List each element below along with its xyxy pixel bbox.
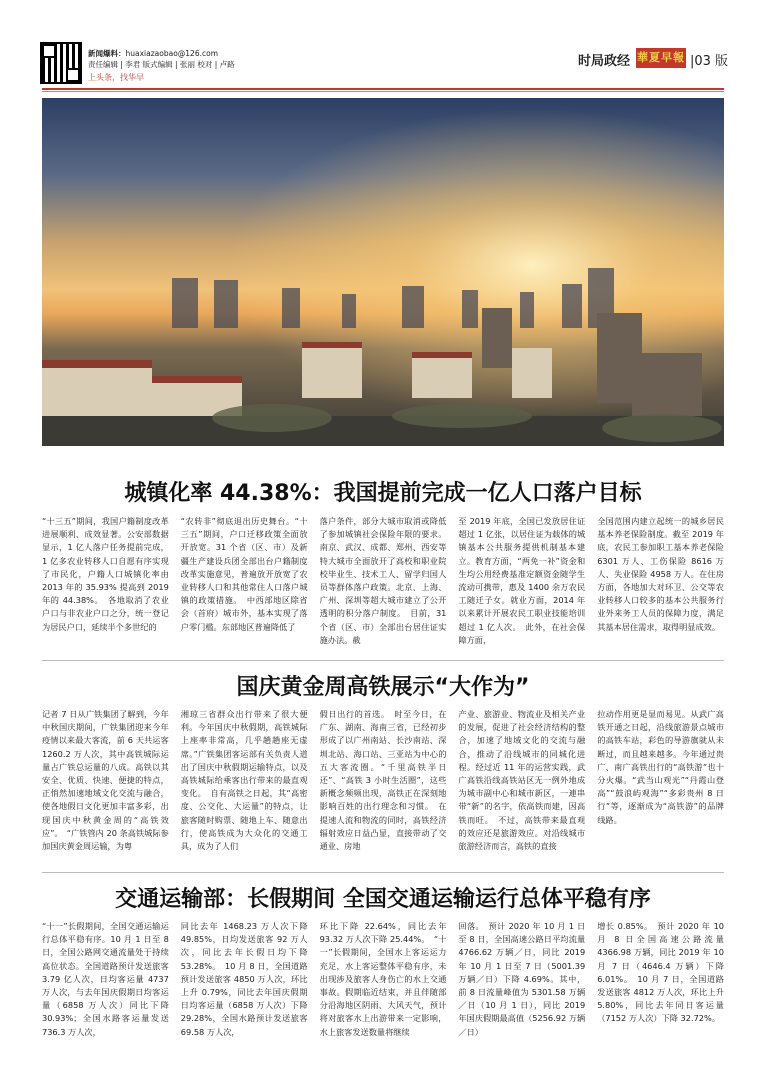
city-skyline-photo — [42, 98, 724, 446]
article-column: 环比下降 22.64%，同比去年 93.32 万人次下降 25.44%。 “十一”长假期间，全国水上客运运力充足，水上客运整体平稳有序，未出现涉及旅客人身伤亡的水上交通事故。假期临近结束，并且伴随部分沿海地区阴雨、大风天气，预计将对旅客水上出游带来一定影响，水上旅客发送数量将继续 — [319, 921, 447, 1037]
page-header — [0, 0, 766, 96]
masthead-logo: 華夏早報 — [636, 48, 686, 68]
section-divider — [42, 660, 724, 661]
article-column: 同比去年 1468.23 万人次下降 49.85%，日均发送旅客 92 万人次，同比去年长假日均下降 53.28%。 10 月 8 日，全国道路预计发送旅客 4850 万人次，环比上升 0.79%，同比去年国庆假期日均客运量（6858 万人次）下降 29.28%，全国水路预计发送旅客 69.58 万人次， — [180, 921, 308, 1037]
article-column: 拉动作用更是显而易见。从武广高铁开通之日起，沿线旅游景点城市的高铁车站，彩色的导游旗就从未断过，而且越来越多。今年通过贵广、南广高铁出行的“高铁游”也十分火爆。“武当山观光”“丹霞山登高”“鼓浪屿观海”“多彩贵州 8 日行”等，逐渐成为“高铁游”的品牌线路。 — [597, 709, 724, 825]
headline-urbanization: 城镇化率 44.38%：我国提前完成一亿人口落户目标 — [124, 481, 642, 506]
article-column: 全国范围内建立起统一的城乡居民基本养老保险制度。截至 2019 年底，农民工参加职工基本养老保险 6301 万人、工伤保险 8616 万人、失业保险 4958 万人。在住房方面，各地加大对环卫、公交等农业转移人口较多的基本公共服务行业外来务工人员的保障力度，满足其基本居住需求，取得明显成效。 — [597, 516, 724, 632]
page-number: |03 版 — [690, 54, 729, 69]
article-column: “农转非”彻底退出历史舞台。“十三五”期间，户口迁移政策全面放开放宽。31 个省（区、市）及新疆生产建设兵团全部出台户籍制度改革实施意见，普遍放开放宽了农业转移人口和其他常住人口落户城镇的政策措施。 中西部地区除省会（首府）城市外，基本实现了落户零门槛。东部地区普遍降低了 — [180, 516, 308, 632]
article-column: 假日出行的首选。 时至今日，在广东、湖南、海南三省，已经初步形成了以广州南站、长沙南站、深圳北站、海口站、三亚站为中心的五大客流圈。“千里高铁半日还”、“高铁 3 小时生活圈”，这些新概念频频出现，高铁正在深刻地影响百姓的出行理念和习惯。 在提速人流和物流的同时，高铁经济辐射效应日益凸显，直接带动了交通业、房地 — [319, 709, 447, 852]
headline-transport: 交通运输部：长假期间 全国交通运输运行总体平稳有序 — [115, 887, 651, 912]
slogan: 上头条，找华早 — [88, 73, 144, 82]
article-column: “十一”长假期间，全国交通运输运行总体平稳有序。10 月 1 日至 8 日，全国公路网交通流量处于持续高位状态。全国道路预计发送旅客 3.79 亿人次，日均客运量 4737 万人次，与去年国庆假期日均客运量（6858 万人次）同比下降 30.93%；全国水路客运量发送 736.3 万人次， — [42, 921, 169, 1037]
hotline-label: 新闻爆料： — [88, 49, 126, 58]
article-column: 回落。 预计 2020 年 10 月 1 日至 8 日，全国高速公路日平均流量 4766.62 万辆／日，同比 2019 年 10 月 1 日至 7 日（5001.39 万辆／日）下降 4.69%。其中，前 8 日流量峰值为 5301.58 万辆／日（10 月 1 日），同比 2019 年国庆假期最高值（5256.92 万辆／日） — [458, 921, 586, 1037]
hotline-info — [88, 48, 235, 70]
article-column: 湘琼三省群众出行带来了很大便利。今年国庆中秋假期，高铁城际上座率非常高，几乎趟趟座无虚席。”广铁集团客运部有关负责人道出了国庆中秋假期运输特点，以及高铁城际给乘客出行带来的最直观变化。 自有高铁之日起，其“高密度、公交化、大运量”的特点，让旅客随时购票、随地上车、随意出行，使高铁成为大众化的交通工具，成为了人们 — [180, 709, 308, 852]
article-column: 增长 0.85%。 预计 2020 年 10 月 8 日全国高速公路流量 4366.98 万辆，同比 2019 年 10 月 7 日（4646.4 万辆）下降 6.01%。 10 月 7 日，全国道路发送旅客 4812 万人次，环比上升 5.80%，同比去年同日客运量（7152 万人次）下降 32.72%。 — [597, 921, 724, 1024]
article-column: 至 2019 年底，全国已发放居住证超过 1 亿张，以居住证为载体的城镇基本公共服务提供机制基本建立。教育方面，“两免一补”资金和生均公用经费基准定额资金随学生流动可携带，惠及 1400 余万农民工随迁子女。就业方面，2014 年以来累计开展农民工职业技能培训超过 1 亿人次。 此外，在社会保障方面， — [458, 516, 586, 645]
article-urbanization — [42, 515, 724, 655]
article-column: 落户条件，部分大城市取消或降低了参加城镇社会保险年限的要求。南京、武汉、成都、郑州、西安等特大城市全面放开了高校和职业院校毕业生、技术工人、留学归国人员等群体落户政策。北京、上海、广州、深圳等超大城市建立了公开透明的积分落户制度。 目前，31 个省（区、市）全部出台居住证实施办法。截 — [319, 516, 447, 645]
header-rule-thin — [42, 91, 724, 92]
article-high-speed-rail — [42, 708, 724, 868]
header-rule — [42, 88, 724, 90]
headline-high-speed-rail: 国庆黄金周高铁展示“大作为” — [236, 675, 530, 700]
editor-credits: 责任编辑 | 李君 版式编辑 | 张丽 校对 | 卢路 — [88, 60, 235, 69]
city-skyline-illustration — [42, 98, 724, 446]
section-divider — [42, 872, 724, 873]
qr-code-icon[interactable] — [42, 44, 80, 82]
hotline-email[interactable]: huaxiazaobao@126.com — [125, 49, 219, 58]
article-column: 产业、旅游业、物流业及相关产业的发展，促进了社会经济结构的整合，加速了地域文化的交流与融合，推动了沿线城市的同城化进程。经过近 11 年的运营实践，武广高铁沿线高铁站区无一例外地成为城市副中心和城市新区，一連串带“新”的名字，依高铁而建，因高铁而旺。 不过，高铁带来最直观的效应还是旅游效应。对沿线城市旅游经济而言，高铁的直接 — [458, 709, 586, 852]
article-transport — [42, 920, 724, 1070]
article-column: “十三五”期间，我国户籍制度改革进展顺利、成效显著。公安部数据显示，1 亿人落户任务提前完成，1 亿多农业转移人口自愿有序实现了市民化，户籍人口城镇化率由 2013 年的 35.93% 提高到 2019 年的 44.38%。 各地取消了农业户口与非农业户口之分，统一登记为居民户口，延续半个多世纪的 — [42, 516, 169, 632]
article-column: 记者 7 日从广铁集团了解到，今年中秋国庆期间，广铁集团迎来今年疫情以来最大客流，前 6 天共运客 1260.2 万人次，其中高铁城际运量占广铁总运量的八成。高铁以其安全、优质、快速、便捷的特点，正悄然加速地域文化交流与融合，使各地假日文化更加丰富多彩，出现国庆中秋黄金周的“高铁效应”。 “广铁管内 20 条高铁城际参加国庆黄金周运输，为粤 — [42, 709, 169, 852]
section-name: 时局政经 — [578, 54, 631, 69]
